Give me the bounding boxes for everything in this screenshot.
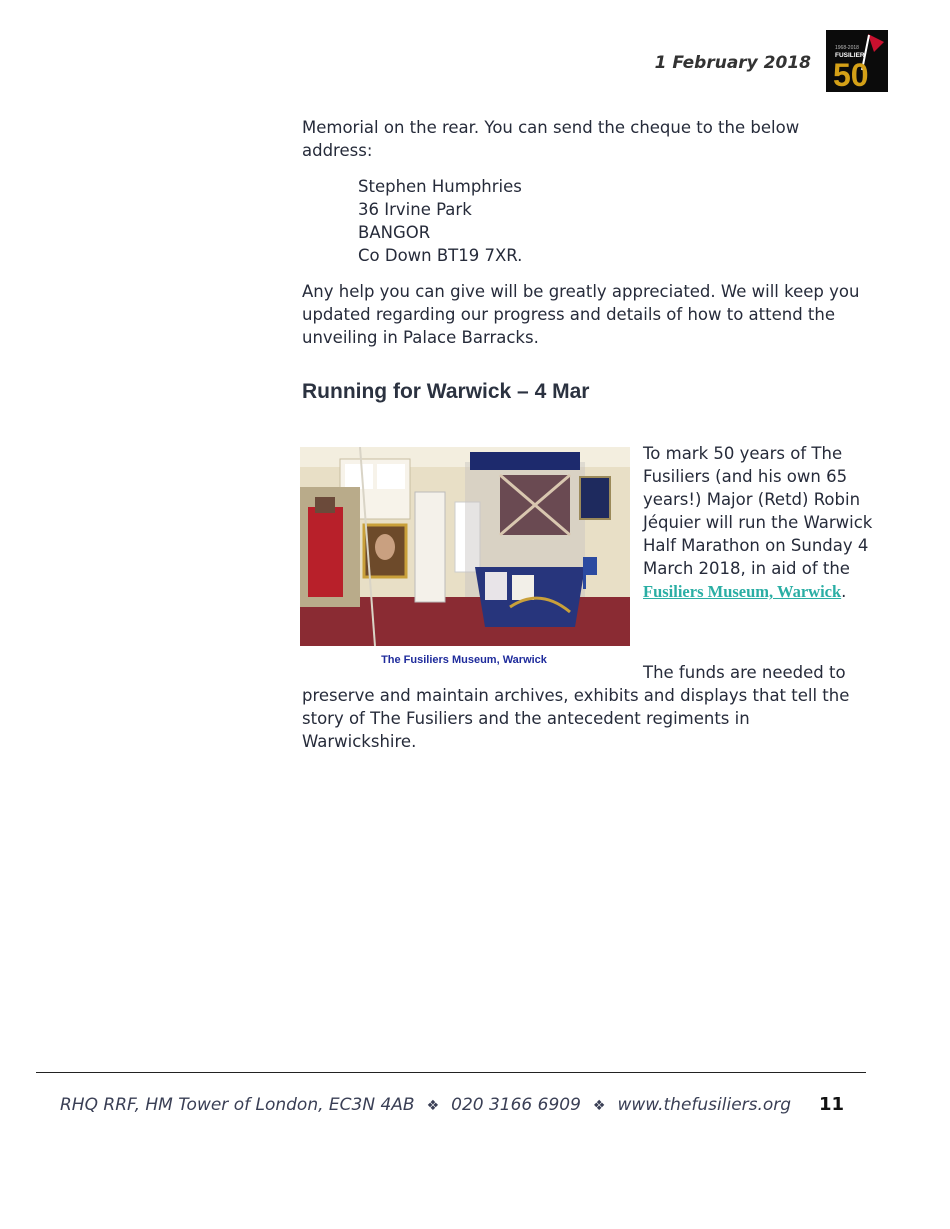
footer-contact <box>60 1095 791 1115</box>
intro-paragraph <box>302 116 867 162</box>
page-number: 11 <box>819 1094 845 1115</box>
footer-divider <box>36 1072 866 1073</box>
funds-text: The funds are needed to preserve and maintain archives, exhibits and displays that tell the story of The Fusiliers and the antecedent regiments in Warwickshire. <box>302 663 850 751</box>
address-line: Co Down BT19 7XR. <box>358 246 523 265</box>
fusilier-50-logo-icon <box>826 30 888 92</box>
help-text: Any help you can give will be greatly appreciated. We will keep you updated regarding our progress and details of how to attend the unveiling in Palace Barracks. <box>302 282 860 347</box>
fusiliers-museum-link[interactable]: Fusiliers Museum, Warwick <box>643 582 842 601</box>
footer-website[interactable]: www.thefusiliers.org <box>617 1095 792 1115</box>
separator-icon: ❖ <box>592 1098 606 1114</box>
logo-number-text: 50 <box>833 57 869 92</box>
logo-years-text: 1968-2018 <box>835 45 859 51</box>
museum-photo <box>300 447 630 646</box>
separator-icon: ❖ <box>426 1098 440 1114</box>
address-line: BANGOR <box>358 223 431 242</box>
sentence-end: . <box>841 582 847 601</box>
postal-address <box>358 175 522 267</box>
footer-phone: 020 3166 6909 <box>451 1095 581 1115</box>
intro-text: Memorial on the rear. You can send the cheque to the below address: <box>302 118 800 160</box>
marathon-paragraph <box>643 442 873 603</box>
logo-fusilier-text: FUSILIER <box>835 52 865 59</box>
footer-address: RHQ RRF, HM Tower of London, EC3N 4AB <box>60 1095 415 1115</box>
section-heading: Running for Warwick – 4 Mar <box>302 380 590 403</box>
help-paragraph <box>302 280 867 349</box>
address-line: Stephen Humphries <box>358 177 522 196</box>
page-date: 1 February 2018 <box>654 53 811 73</box>
marathon-text: To mark 50 years of The Fusiliers (and his own 65 years!) Major (Retd) Robin Jéquier will run the Warwick Half Marathon on Sunday 4 March 2018, in aid of the <box>643 444 873 578</box>
address-line: 36 Irvine Park <box>358 200 472 219</box>
fusilier-50-logo <box>826 30 888 92</box>
museum-interior-image <box>300 447 630 646</box>
photo-caption: The Fusiliers Museum, Warwick <box>381 654 547 666</box>
funds-paragraph <box>302 661 867 753</box>
